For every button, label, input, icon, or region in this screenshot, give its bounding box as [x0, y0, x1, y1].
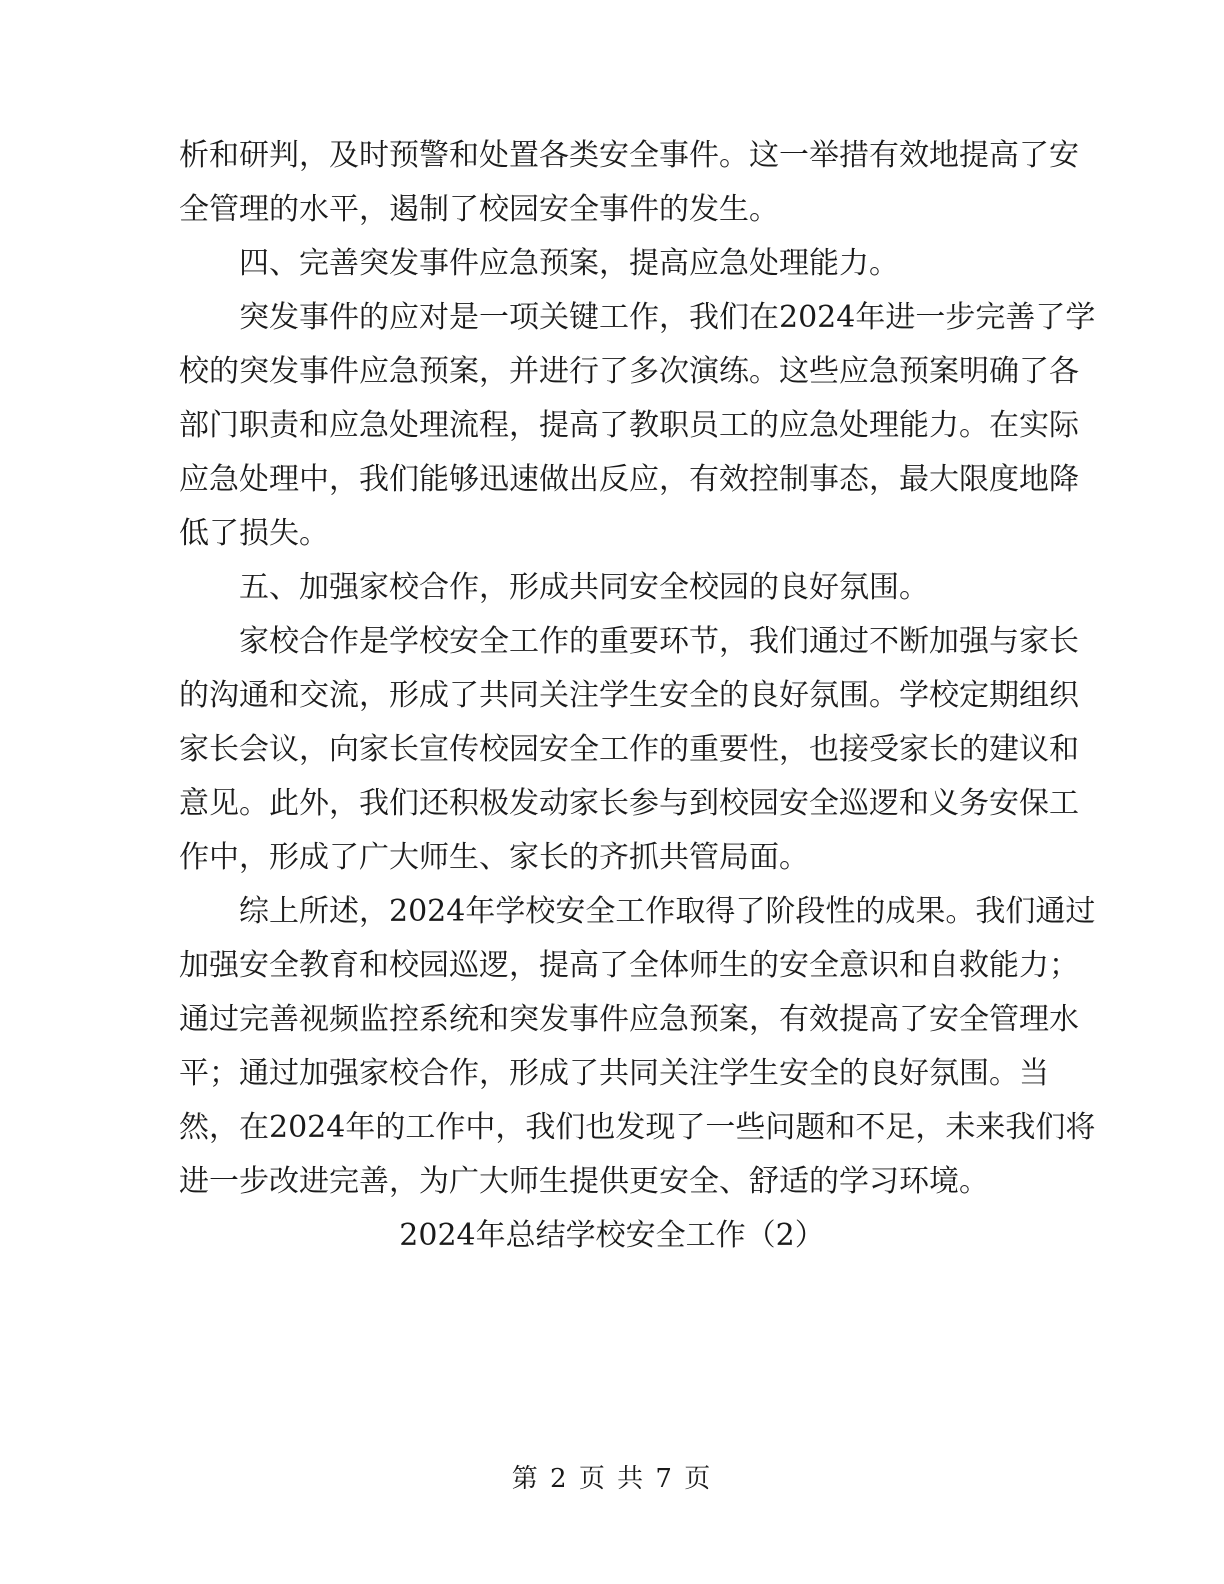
- body-line: 然，在2024年的工作中，我们也发现了一些问题和不足，未来我们将: [179, 1110, 1096, 1145]
- heading-four: 四、完善突发事件应急预案，提高应急处理能力。: [179, 246, 899, 281]
- section-title: 2024年总结学校安全工作（2）: [399, 1218, 825, 1253]
- body-line: 析和研判，及时预警和处置各类安全事件。这一举措有效地提高了安: [179, 138, 1079, 173]
- body-line: 家长会议，向家长宣传校园安全工作的重要性，也接受家长的建议和: [179, 732, 1079, 767]
- body-line: 低了损失。: [179, 516, 329, 551]
- body-line: 校的突发事件应急预案，并进行了多次演练。这些应急预案明确了各: [179, 354, 1079, 389]
- heading-five: 五、加强家校合作，形成共同安全校园的良好氛围。: [179, 570, 929, 605]
- body-line: 突发事件的应对是一项关键工作，我们在2024年进一步完善了学: [179, 300, 1096, 335]
- body-line: 意见。此外，我们还积极发动家长参与到校园安全巡逻和义务安保工: [179, 786, 1079, 821]
- body-line: 通过完善视频监控系统和突发事件应急预案，有效提高了安全管理水: [179, 1002, 1079, 1037]
- body-line: 综上所述，2024年学校安全工作取得了阶段性的成果。我们通过: [179, 894, 1096, 929]
- body-line: 的沟通和交流，形成了共同关注学生安全的良好氛围。学校定期组织: [179, 678, 1079, 713]
- body-line: 全管理的水平，遏制了校园安全事件的发生。: [179, 192, 779, 227]
- body-line: 应急处理中，我们能够迅速做出反应，有效控制事态，最大限度地降: [179, 462, 1079, 497]
- page-footer: 第 2 页 共 7 页: [511, 1464, 713, 1494]
- body-line: 加强安全教育和校园巡逻，提高了全体师生的安全意识和自救能力；: [179, 948, 1079, 983]
- body-line: 进一步改进完善，为广大师生提供更安全、舒适的学习环境。: [179, 1164, 989, 1199]
- body-line: 平；通过加强家校合作，形成了共同关注学生安全的良好氛围。当: [179, 1056, 1049, 1091]
- body-line: 部门职责和应急处理流程，提高了教职员工的应急处理能力。在实际: [179, 408, 1079, 443]
- body-line: 家校合作是学校安全工作的重要环节，我们通过不断加强与家长: [179, 624, 1079, 659]
- body-line: 作中，形成了广大师生、家长的齐抓共管局面。: [179, 840, 809, 875]
